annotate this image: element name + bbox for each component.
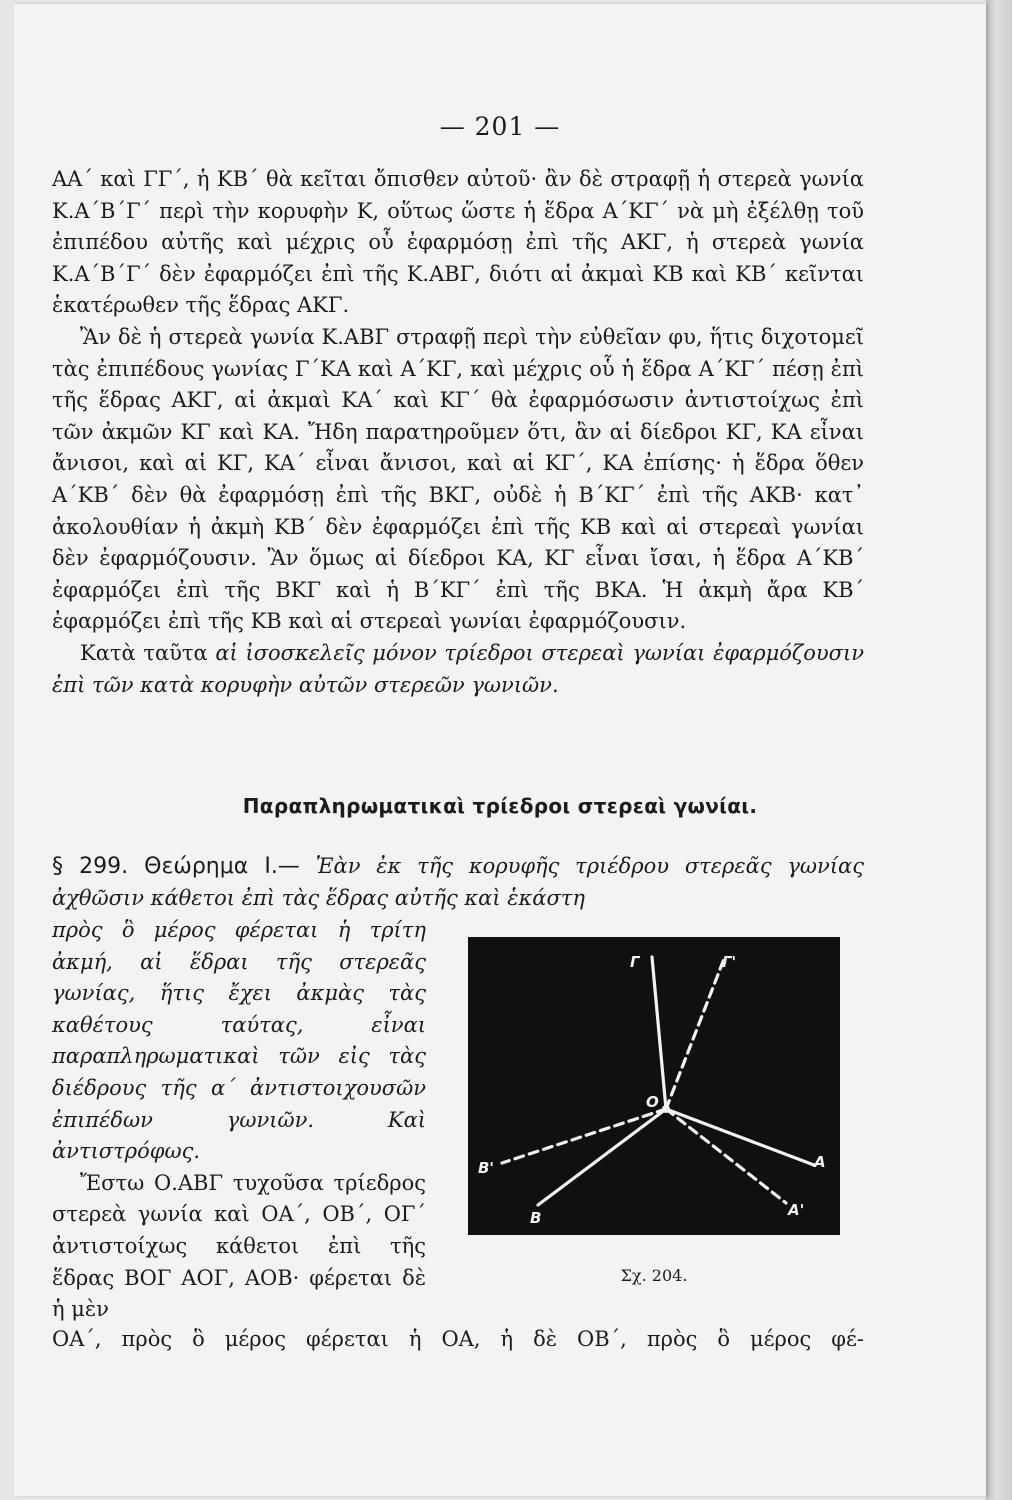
label-gamma: Γ: [630, 953, 640, 971]
theorem-statement-line: [52, 851, 864, 914]
proof-last-line: ΟΑ΄, πρὸς ὃ μέρος φέρεται ἡ ΟΑ, ἡ δὲ ΟΒ΄, πρὸς ὃ μέρος φέ-: [52, 1327, 864, 1351]
figure-caption: Σχ. 204.: [620, 1266, 688, 1285]
edge-og-prime: [666, 959, 724, 1109]
label-b-prime: B': [478, 1159, 495, 1177]
conclusion-lead: Κατὰ ταῦτα: [80, 640, 208, 665]
origin-point: [662, 1105, 670, 1113]
edge-oa: [666, 1109, 814, 1165]
label-origin: O: [646, 1093, 659, 1111]
paragraph-continuation: ΑΑ΄ καὶ ΓΓ΄, ἡ ΚΒ΄ θὰ κεῖται ὄπισθεν αὐτοῦ· ἂν δὲ στραφῇ ἡ στερεὰ γωνία Κ.Α΄Β΄Γ΄ περὶ τὴν κορυφὴν Κ, οὕτως ὥστε ἡ ἕδρα Α΄ΚΓ΄ νὰ μὴ ἐξέλθῃ τοῦ ἐπιπέδου αὐτῆς καὶ μέχρις οὗ ἐφαρμόσῃ ἐπὶ τῆς ΑΚΓ, ἡ στερεὰ γωνία Κ.Α΄Β΄Γ΄ δὲν ἐφαρμόζει ἐπὶ τῆς Κ.ΑΒΓ, διότι αἱ ἀκμαὶ ΚΒ καὶ ΚΒ΄ κεῖνται ἑκατέρωθεν τῆς ἕδρας ΑΚΓ.: [52, 167, 864, 318]
page-edge: [986, 0, 1012, 1500]
theorem-statement-continued: πρὸς ὃ μέρος φέρεται ἡ τρίτη ἀκμή, αἱ ἕδραι τῆς στερεᾶς γωνίας, ἥτις ἔχει ἀκμὰς τὰς καθέτους ταύτας, εἶναι παραπληρωματικαὶ τῶν εἰς τὰς διέδρους τῆς α΄ ἀντιστοιχουσῶν ἐπιπέδων γωνιῶν. Καὶ ἀντιστρόφως.: [52, 918, 426, 1164]
edge-ob: [538, 1109, 666, 1205]
edge-og: [652, 957, 666, 1109]
paragraph-rotation-argument: Ἂν δὲ ἡ στερεὰ γωνία Κ.ΑΒΓ στραφῇ περὶ τὴν εὐθεῖαν φυ, ἥτις διχοτομεῖ τὰς ἐπιπέδους γωνίας Γ΄ΚΑ καὶ Α΄ΚΓ, καὶ μέχρις οὗ ἡ ἕδρα Α΄ΚΓ΄ πέσῃ ἐπὶ τῆς ἕδρας ΑΚΓ, αἱ ἀκμαὶ ΚΑ΄ καὶ ΚΓ΄ θὰ ἐφαρμόσωσιν ἀντιστοίχως ἐπὶ τῶν ἀκμῶν ΚΓ καὶ ΚΑ. Ἤδη παρατηροῦμεν ὅτι, ἂν αἱ δίεδροι ΚΓ, ΚΑ εἶναι ἄνισοι, καὶ αἱ ΚΓ, ΚΑ΄ εἶναι ἄνισοι, καὶ αἱ ΚΓ΄, ΚΑ ἐπίσης· ἡ ἕδρα ὅθεν Α΄ΚΒ΄ δὲν θὰ ἐφαρμόσῃ ἐπὶ τῆς ΒΚΓ, οὐδὲ ἡ Β΄ΚΓ΄ ἐπὶ τῆς ΑΚΒ· κατ᾽ ἀκολουθίαν ἡ ἀκμὴ ΚΒ΄ δὲν ἐφαρμόζει ἐπὶ τῆς ΚΒ καὶ αἱ στερεαὶ γωνίαι δὲν ἐφαρμόζουσιν. Ἂν ὅμως αἱ δίεδροι ΚΑ, ΚΓ εἶναι ἴσαι, ἡ ἕδρα Α΄ΚΒ΄ ἐφαρμόζει ἐπὶ τῆς ΒΚΓ καὶ ἡ Β΄ΚΓ΄ ἐπὶ τῆς ΒΚΑ. Ἡ ἀκμὴ ἄρα ΚΒ΄ ἐφαρμόζει ἐπὶ τῆς ΚΒ καὶ αἱ στερεαὶ γωνίαι ἐφαρμόζουσιν.: [52, 324, 864, 634]
theorem-number: § 299. Θεώρημα Ι.—: [52, 854, 300, 879]
proof-column: Ἔστω Ο.ΑΒΓ τυχοῦσα τρίεδρος στερεὰ γωνία καὶ ΟΑ΄, ΟΒ΄, ΟΓ΄ ἀντιστοίχως κάθετοι ἐπὶ τῆς ἕδρας ΒΟΓ ΑΟΓ, ΑΟΒ· φέρεται δὲ ἡ μὲν: [52, 1170, 426, 1322]
theorem-statement-full: Ἐὰν ἐκ τῆς κορυφῆς τριέδρου στερεᾶς γωνίας ἀχθῶσιν κάθετοι ἐπὶ τὰς ἕδρας αὐτῆς καὶ ἑκάστη: [52, 854, 865, 910]
conclusion-italic: αἱ ἰσοσκελεῖς μόνον τρίεδροι στερεαὶ γωνίαι ἐφαρμόζουσιν ἐπὶ τῶν κατὰ κορυφὴν αὐτῶν στερεῶν γωνιῶν.: [52, 640, 864, 697]
trihedral-diagram: [468, 937, 840, 1235]
paragraph-conclusion: [52, 638, 864, 701]
section-heading: Παραπληρωματικαὶ τρίεδροι στερεαὶ γωνίαι.: [242, 794, 758, 818]
theorem-statement-column: [52, 915, 426, 1168]
page-number: — 201 —: [439, 112, 561, 141]
theorem-column: [52, 915, 426, 1326]
label-a-prime: A': [788, 1201, 805, 1219]
figure-204: [468, 937, 840, 1235]
label-b: B: [530, 1209, 542, 1227]
body-text: [52, 164, 864, 701]
edge-oa-prime: [666, 1109, 786, 1203]
label-a: A: [814, 1153, 826, 1171]
edge-ob-prime: [502, 1109, 666, 1163]
book-page: [14, 4, 986, 1496]
label-gamma-prime: Γ': [722, 953, 737, 971]
